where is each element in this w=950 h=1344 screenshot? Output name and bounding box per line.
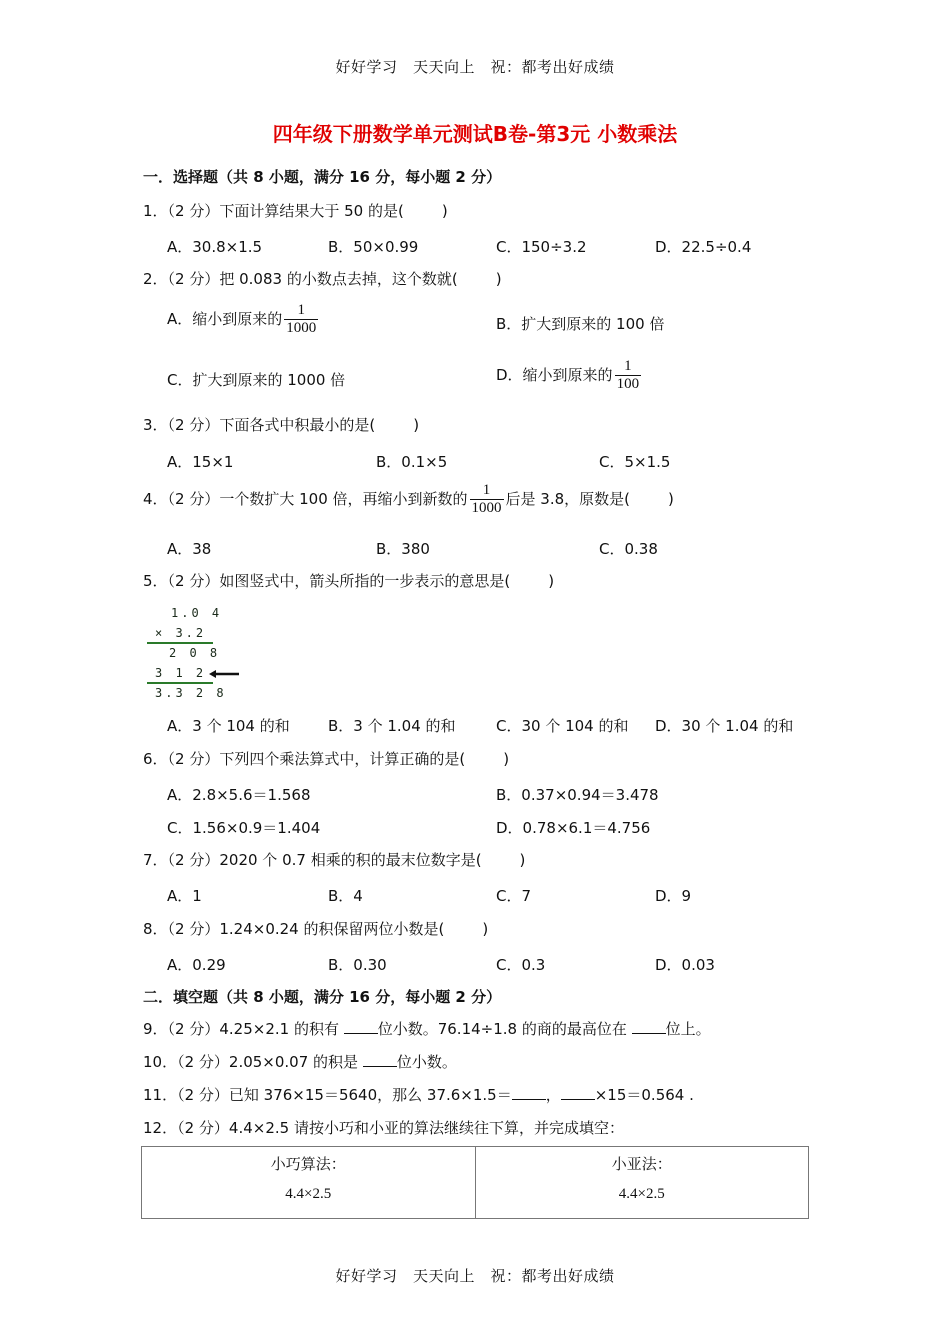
question-1-stem: 1．（2 分）下面计算结果大于 50 的是( (143, 202, 404, 220)
fill-blank[interactable] (363, 1052, 397, 1067)
q8-option-d: D．0.03 (655, 956, 715, 974)
paren-close: ) (519, 851, 526, 869)
q8-option-c: C．0.3 (496, 956, 546, 974)
page-header: 好好学习 天天向上 祝：都考出好成绩 (335, 58, 615, 76)
paren-close: ) (668, 490, 674, 508)
question-10-text-2: 位小数。 (396, 1053, 457, 1071)
q1-option-d: D．22.5÷0.4 (655, 238, 752, 256)
vertical-multiplication-figure (147, 604, 247, 702)
question-9-text-2: 位小数。76.14÷1.8 的商的最高位在 (377, 1020, 632, 1038)
q6-option-b: B．0.37×0.94＝3.478 (496, 786, 659, 804)
question-11-text-1: 11．（2 分）已知 376×15＝5640，那么 37.6×1.5＝ (143, 1086, 512, 1104)
xiaoqiao-method-heading: 小巧算法： (270, 1155, 346, 1173)
paren-close: ) (413, 416, 420, 434)
q7-option-b: B．4 (328, 887, 363, 905)
question-11 (143, 1084, 694, 1105)
vm-rule (147, 642, 213, 644)
paren-close: ) (482, 920, 489, 938)
fraction-denominator: 1000 (286, 320, 317, 336)
q2-option-d (496, 358, 643, 393)
q2-option-c: C．扩大到原来的 1000 倍 (167, 371, 346, 389)
question-8-stem: 8．（2 分）1.24×0.24 的积保留两位小数是( (143, 920, 445, 938)
q2-option-d-text: D．缩小到原来的 (496, 366, 613, 384)
arrow-left-icon (209, 668, 241, 680)
vm-partial-product-2: 3 1 2 (155, 666, 207, 680)
question-6-stem: 6．（2 分）下列四个乘法算式中，计算正确的是( (143, 750, 466, 768)
q3-option-a: A．15×1 (167, 453, 234, 471)
paren-close: ) (495, 270, 502, 288)
q7-option-a: A．1 (167, 887, 202, 905)
fill-blank[interactable] (561, 1085, 595, 1100)
question-10-text-1: 10．（2 分）2.05×0.07 的积是 (143, 1053, 363, 1071)
q8-option-a: A．0.29 (167, 956, 226, 974)
xiaoqiao-method-cell (142, 1147, 476, 1219)
page-title: 四年级下册数学单元测试B卷-第3元 小数乘法 (272, 122, 678, 146)
fill-blank[interactable] (344, 1019, 378, 1034)
fraction (615, 358, 642, 393)
paren-close: ) (548, 572, 555, 590)
fraction-denominator: 1000 (471, 500, 502, 516)
question-4 (143, 482, 674, 517)
fraction-numerator: 1 (470, 482, 504, 500)
question-10 (143, 1051, 457, 1072)
fraction-numerator: 1 (615, 358, 642, 376)
paren-close: ) (503, 750, 510, 768)
fraction-denominator: 100 (616, 376, 640, 392)
question-8 (143, 918, 488, 939)
q5-option-d: D．30 个 1.04 的和 (655, 717, 794, 735)
page-footer: 好好学习 天天向上 祝：都考出好成绩 (335, 1267, 615, 1285)
vm-multiplier: × 3.2 (155, 626, 207, 640)
question-3-stem: 3．（2 分）下面各式中积最小的是( (143, 416, 376, 434)
paren-close: ) (441, 202, 448, 220)
vm-multiplicand: 1.0 4 (171, 606, 223, 620)
q7-option-d: D．9 (655, 887, 692, 905)
q6-option-c: C．1.56×0.9＝1.404 (167, 819, 321, 837)
q12-method-table (141, 1146, 809, 1219)
fraction-numerator: 1 (284, 302, 318, 320)
q2-option-a-text: A．缩小到原来的 (167, 310, 283, 328)
question-5-stem: 5．（2 分）如图竖式中，箭头所指的一步表示的意思是( (143, 572, 511, 590)
question-2 (143, 268, 502, 289)
fill-blank[interactable] (512, 1085, 546, 1100)
q2-option-a (167, 302, 320, 337)
q6-option-a: A．2.8×5.6＝1.568 (167, 786, 311, 804)
xiaoqiao-method-expression: 4.4×2.5 (285, 1186, 332, 1202)
question-3 (143, 414, 419, 435)
q7-option-c: C．7 (496, 887, 532, 905)
fill-blank[interactable] (632, 1019, 666, 1034)
question-6 (143, 748, 509, 769)
question-4-stem-cont: 后是 3.8，原数是( (505, 490, 631, 508)
question-2-stem: 2．（2 分）把 0.083 的小数点去掉，这个数就( (143, 270, 458, 288)
question-11-text-3: ×15＝0.564 . (594, 1086, 694, 1104)
question-1 (143, 200, 448, 221)
q4-option-c: C．0.38 (599, 540, 658, 558)
question-9 (143, 1018, 711, 1039)
vm-partial-product-1: 2 0 8 (169, 646, 221, 660)
q5-option-b: B．3 个 1.04 的和 (328, 717, 456, 735)
q3-option-c: C．5×1.5 (599, 453, 671, 471)
question-7-stem: 7．（2 分）2020 个 0.7 相乘的积的最末位数字是( (143, 851, 482, 869)
q1-option-b: B．50×0.99 (328, 238, 419, 256)
fraction (284, 302, 318, 337)
q4-option-b: B．380 (376, 540, 430, 558)
q5-option-a: A．3 个 104 的和 (167, 717, 290, 735)
xiaoya-method-cell (475, 1147, 809, 1219)
question-11-text-2: ， (545, 1086, 561, 1104)
q5-option-c: C．30 个 104 的和 (496, 717, 629, 735)
q6-option-d: D．0.78×6.1＝4.756 (496, 819, 651, 837)
question-12: 12．（2 分）4.4×2.5 请按小巧和小亚的算法继续往下算，并完成填空： (143, 1119, 624, 1137)
q4-option-a: A．38 (167, 540, 212, 558)
q8-option-b: B．0.30 (328, 956, 387, 974)
section-fill-heading: 二．填空题（共 8 小题，满分 16 分，每小题 2 分） (143, 988, 502, 1006)
section-choice-heading: 一．选择题（共 8 小题，满分 16 分，每小题 2 分） (143, 168, 502, 186)
q3-option-b: B．0.1×5 (376, 453, 448, 471)
xiaoya-method-heading: 小亚法： (611, 1155, 672, 1173)
vm-rule (147, 682, 213, 684)
q1-option-c: C．150÷3.2 (496, 238, 587, 256)
question-7 (143, 849, 525, 870)
q1-option-a: A．30.8×1.5 (167, 238, 263, 256)
question-5 (143, 570, 554, 591)
question-9-text-1: 9．（2 分）4.25×2.1 的积有 (143, 1020, 344, 1038)
question-4-stem: 4．（2 分）一个数扩大 100 倍，再缩小到新数的 (143, 490, 468, 508)
question-9-text-3: 位上。 (665, 1020, 711, 1038)
q2-option-b: B．扩大到原来的 100 倍 (496, 315, 665, 333)
fraction (470, 482, 504, 517)
vm-product: 3.3 2 8 (155, 686, 227, 700)
xiaoya-method-expression: 4.4×2.5 (618, 1186, 665, 1202)
